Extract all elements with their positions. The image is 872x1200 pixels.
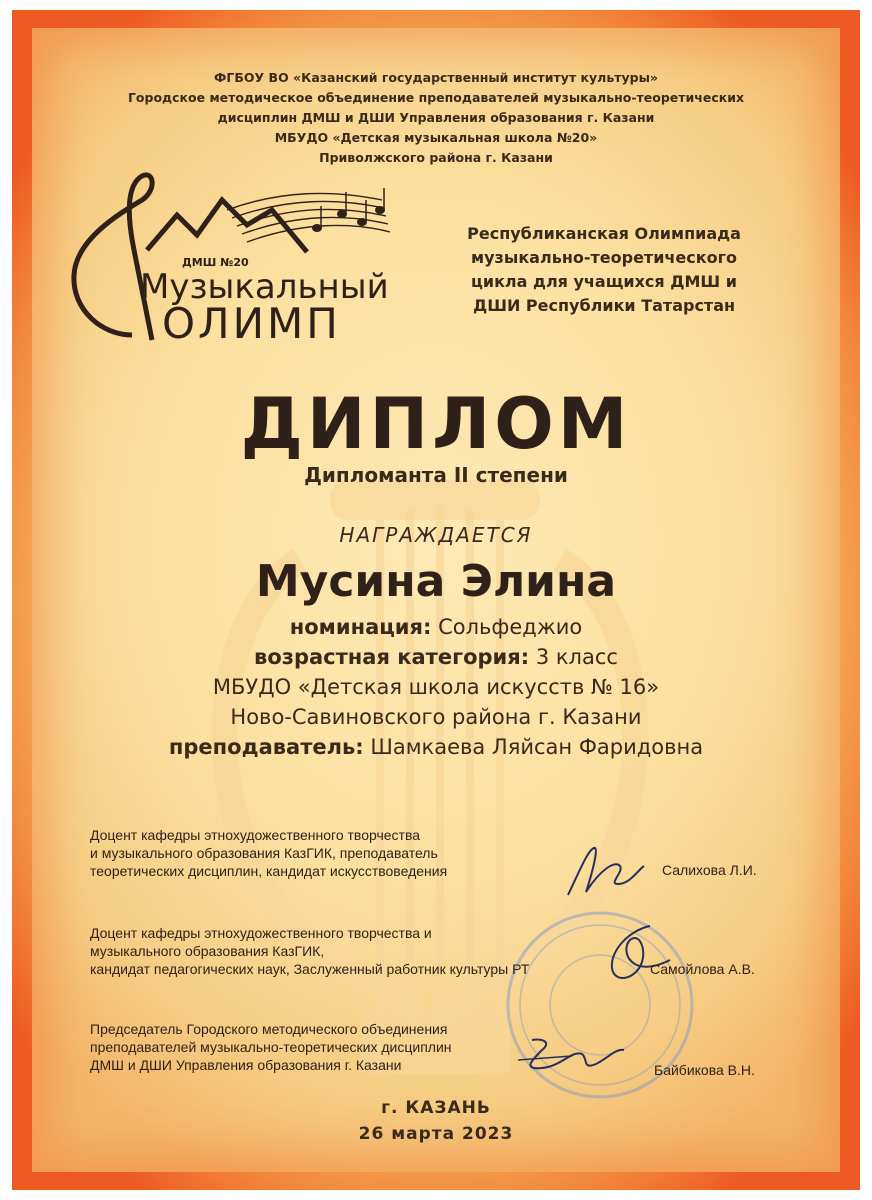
musical-olymp-logo	[62, 170, 402, 345]
olympiad-line: ДШИ Республики Татарстан	[472, 296, 736, 315]
awarded-label: НАГРАЖДАЕТСЯ	[339, 523, 533, 547]
signatory-3-name: Байбикова В.Н.	[654, 1062, 755, 1078]
signatory-3-title	[90, 1020, 560, 1074]
age-category-label: возрастная категория:	[254, 645, 530, 669]
olympiad-line: Республиканская Олимпиада	[467, 224, 741, 243]
nomination-row	[60, 612, 812, 642]
signature-2	[590, 920, 680, 990]
olympiad-line: цикла для учащихся ДМШ и	[471, 272, 737, 291]
signature-1	[560, 840, 650, 900]
nomination-value: Сольфеджио	[438, 615, 583, 639]
signatory-2-name: Самойлова А.В.	[650, 961, 755, 977]
logo-school: ДМШ №20	[182, 256, 249, 269]
signatory-line: Председатель Городского методического объединения	[90, 1021, 448, 1037]
signatory-1-title	[90, 826, 560, 880]
signatory-line: кандидат педагогических наук, Заслуженный работник культуры РТ	[90, 961, 530, 977]
teacher-row	[60, 732, 812, 762]
header-line: ФГБОУ ВО «Казанский государственный институт культуры»	[214, 70, 658, 85]
school-district-line: Ново-Савиновского района г. Казани	[230, 705, 642, 729]
header-line: Приволжского района г. Казани	[319, 150, 553, 165]
signatory-1-name: Салихова Л.И.	[662, 862, 757, 878]
recipient-name: Мусина Элина	[255, 556, 617, 607]
logo-word2: ОЛИМП	[162, 299, 341, 345]
signatory-line: теоретических дисциплин, кандидат искусствоведения	[90, 863, 448, 879]
signatory-line: музыкального образования КазГИК,	[90, 943, 325, 959]
nomination-label: номинация:	[289, 615, 432, 639]
signature-3	[512, 1030, 632, 1080]
olympiad-title	[420, 222, 788, 318]
logo-word1: Музыкальный	[140, 267, 389, 307]
teacher-label: преподаватель:	[168, 735, 364, 759]
signatory-line: и музыкального образования КазГИК, преподаватель	[90, 845, 438, 861]
issue-city: г. КАЗАНЬ	[381, 1098, 491, 1118]
award-details	[60, 612, 812, 762]
diploma-degree: Дипломанта II степени	[304, 463, 568, 487]
header-line: Городское методическое объединение преподавателей музыкально-теоретических	[127, 90, 745, 105]
diploma-title: ДИПЛОМ	[240, 383, 632, 465]
teacher-value: Шамкаева Ляйсан Фаридовна	[370, 735, 704, 759]
treble-clef-icon	[74, 175, 152, 340]
issue-place-date	[0, 1095, 872, 1147]
school-line: МБУДО «Детская школа искусств № 16»	[212, 675, 660, 699]
signatory-line: Доцент кафедры этнохудожественного творчества	[90, 827, 421, 843]
issue-date: 26 марта 2023	[358, 1124, 514, 1144]
olympiad-line: музыкально-теоретического	[471, 248, 737, 267]
organizers-header	[0, 68, 872, 168]
header-line: дисциплин ДМШ и ДШИ Управления образования г. Казани	[217, 110, 655, 125]
age-category-value: 3 класс	[535, 645, 618, 669]
signatory-line: ДМШ и ДШИ Управления образования г. Казани	[90, 1057, 402, 1073]
signatory-line: Доцент кафедры этнохудожественного творчества и	[90, 925, 432, 941]
signatory-line: преподавателей музыкально-теоретических дисциплин	[90, 1039, 452, 1055]
age-category-row	[60, 642, 812, 672]
mountains-icon	[147, 200, 307, 252]
signatory-2-title	[90, 924, 590, 978]
header-line: МБУДО «Детская музыкальная школа №20»	[274, 130, 598, 145]
